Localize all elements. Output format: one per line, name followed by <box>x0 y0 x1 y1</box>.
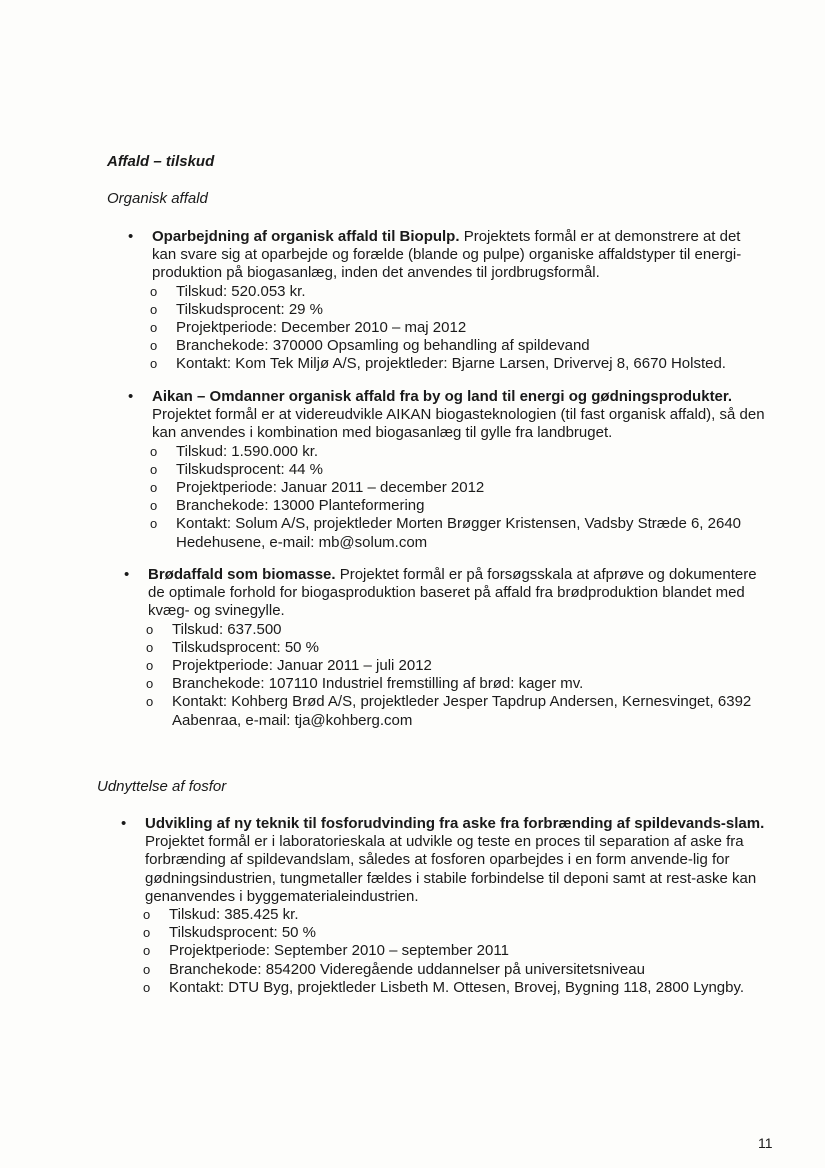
detail-branchekode <box>124 675 774 693</box>
detail-text: Branchekode: 107110 Industriel fremstilling af brød: kager mv. <box>172 675 584 693</box>
detail-kontakt <box>121 979 771 997</box>
detail-text: Tilskud: 520.053 kr. <box>176 282 306 300</box>
detail-projektperiode <box>121 942 771 960</box>
subsection-organisk-affald: Organisk affald <box>107 190 208 207</box>
detail-text: Tilskudsprocent: 50 % <box>169 924 317 942</box>
project-description <box>124 566 774 621</box>
circle-bullet-icon: o <box>146 658 154 674</box>
detail-projektperiode <box>128 479 768 497</box>
detail-tilskudsprocent <box>128 461 768 479</box>
circle-bullet-icon: o <box>150 320 158 336</box>
detail-branchekode <box>128 497 768 515</box>
circle-bullet-icon: o <box>143 961 151 977</box>
project-broedaffald <box>124 566 774 730</box>
detail-text: Tilskudsprocent: 29 % <box>176 300 324 318</box>
project-fosforudvinding <box>121 815 771 997</box>
project-title: Aikan – Omdanner organisk affald fra by og land til energi og gødningsprodukter. <box>152 388 733 405</box>
circle-bullet-icon: o <box>150 461 158 477</box>
detail-text: Kontakt: Kom Tek Miljø A/S, projektleder: Bjarne Larsen, Drivervej 8, 6670 Holsted. <box>176 355 726 373</box>
circle-bullet-icon: o <box>150 356 158 372</box>
detail-text: Kontakt: Kohberg Brød A/S, projektleder Jesper Tapdrup Andersen, Kernesvinget, 6392 Aabenraa, e-mail: tja@kohberg.com <box>172 693 752 729</box>
detail-branchekode <box>121 961 771 979</box>
section-title: Affald – tilskud <box>107 153 215 170</box>
detail-text: Projektperiode: Januar 2011 – juli 2012 <box>172 657 432 675</box>
project-description <box>128 388 768 443</box>
project-description <box>121 815 771 906</box>
circle-bullet-icon: o <box>150 338 158 354</box>
project-title: Udvikling af ny teknik til fosforudvinding fra aske fra forbrænding af spildevands-slam. <box>145 815 765 832</box>
circle-bullet-icon: o <box>150 301 158 317</box>
detail-tilskudsprocent <box>124 639 774 657</box>
detail-branchekode <box>128 337 768 355</box>
circle-bullet-icon: o <box>143 943 151 959</box>
project-details <box>121 906 771 997</box>
bullet-icon: • <box>124 566 130 583</box>
project-title: Brødaffald som biomasse. <box>148 566 336 583</box>
bullet-icon: • <box>121 815 127 832</box>
detail-tilskudsprocent <box>128 301 768 319</box>
detail-projektperiode <box>124 657 774 675</box>
detail-text: Kontakt: Solum A/S, projektleder Morten Brøgger Kristensen, Vadsby Stræde 6, 2640 Hedehusene, e-mail: mb@solum.com <box>176 515 742 551</box>
project-description <box>128 228 768 283</box>
detail-text: Tilskudsprocent: 50 % <box>172 638 320 656</box>
detail-text: Projektperiode: Januar 2011 – december 2012 <box>176 479 485 497</box>
detail-tilskudsprocent <box>121 924 771 942</box>
detail-text: Tilskud: 1.590.000 kr. <box>176 442 319 460</box>
page-number: 11 <box>758 1135 773 1151</box>
detail-tilskud <box>128 283 768 301</box>
project-text: Projektet formål er at videreudvikle AIKAN biogasteknologien (til fast organisk affald), så den kan anvendes i kombination med biogasanlæg til gylle fra landbruget. <box>152 406 765 442</box>
project-aikan <box>128 388 768 552</box>
detail-text: Branchekode: 854200 Videregående uddannelser på universitetsniveau <box>169 960 645 978</box>
project-details <box>128 443 768 552</box>
detail-text: Projektperiode: September 2010 – september 2011 <box>169 942 509 960</box>
detail-kontakt <box>128 515 768 551</box>
circle-bullet-icon: o <box>146 676 154 692</box>
bullet-icon: • <box>128 228 134 245</box>
detail-tilskud <box>128 443 768 461</box>
detail-text: Kontakt: DTU Byg, projektleder Lisbeth M. Ottesen, Brovej, Bygning 118, 2800 Lyngby. <box>169 978 745 996</box>
detail-tilskud <box>124 621 774 639</box>
circle-bullet-icon: o <box>150 283 158 299</box>
detail-text: Branchekode: 370000 Opsamling og behandling af spildevand <box>176 337 590 355</box>
circle-bullet-icon: o <box>143 979 151 995</box>
circle-bullet-icon: o <box>150 498 158 514</box>
detail-projektperiode <box>128 319 768 337</box>
circle-bullet-icon: o <box>146 694 154 710</box>
detail-text: Branchekode: 13000 Planteformering <box>176 497 425 515</box>
project-text: Projektet formål er i laboratorieskala at udvikle og teste en proces til separation af aske fra forbrænding af spildevandslam, således at fosforen oparbejdes i en form anvende-lig for gødningsindustrien, tungmetaller fældes i stabile forbindelse til deponi samt at rest-aske kan genanvendes i byggematerialeindustrien. <box>145 833 757 905</box>
detail-kontakt <box>124 693 774 729</box>
project-biopulp <box>128 228 768 374</box>
detail-text: Tilskudsprocent: 44 % <box>176 460 324 478</box>
circle-bullet-icon: o <box>146 621 154 637</box>
project-text: Projektets formål er at demonstrere at det kan svare sig at oparbejde og forælde (blande og pulpe) organiske affaldstyper til energi-produktion på biogasanlæg, inden det anvendes til jordbrugsformål. <box>152 228 742 282</box>
project-details <box>124 621 774 730</box>
circle-bullet-icon: o <box>150 480 158 496</box>
bullet-icon: • <box>128 388 134 405</box>
detail-text: Tilskud: 637.500 <box>172 620 282 638</box>
subsection-udnyttelse-af-fosfor: Udnyttelse af fosfor <box>97 778 227 795</box>
project-details <box>128 283 768 374</box>
project-text: Projektet formål er på forsøgsskala at afprøve og dokumentere de optimale forhold for biogasproduktion baseret på affald fra brødproduktion blandet med kvæg- og svinegylle. <box>148 566 757 620</box>
circle-bullet-icon: o <box>150 443 158 459</box>
detail-kontakt <box>128 355 768 373</box>
detail-text: Projektperiode: December 2010 – maj 2012 <box>176 319 467 337</box>
detail-text: Tilskud: 385.425 kr. <box>169 906 299 924</box>
project-title: Oparbejdning af organisk affald til Biopulp. <box>152 228 460 245</box>
circle-bullet-icon: o <box>150 516 158 532</box>
circle-bullet-icon: o <box>143 925 151 941</box>
detail-tilskud <box>121 906 771 924</box>
circle-bullet-icon: o <box>146 639 154 655</box>
circle-bullet-icon: o <box>143 907 151 923</box>
